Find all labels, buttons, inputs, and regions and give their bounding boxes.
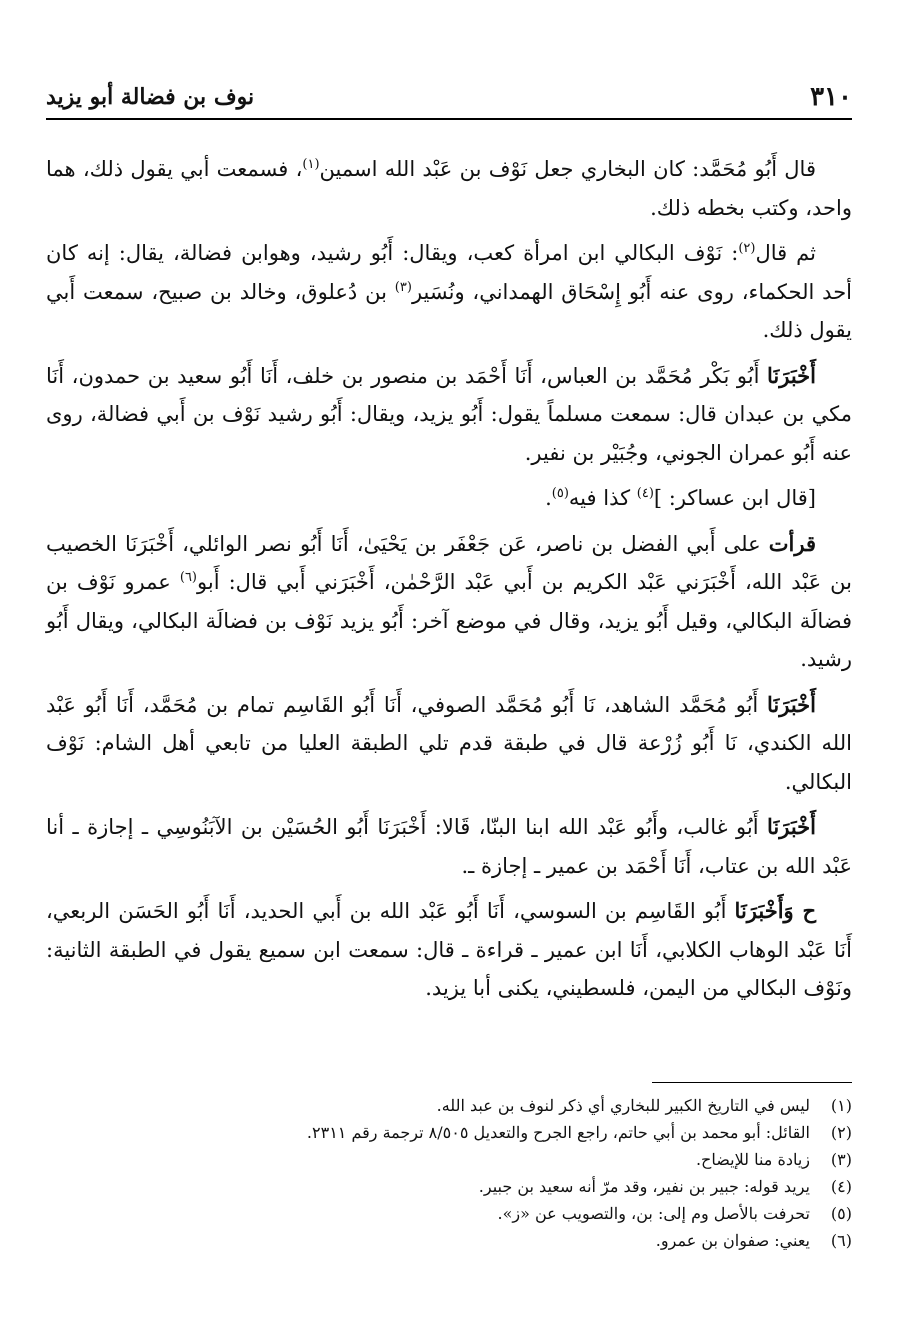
isnad-keyword: أَخْبَرَنَا bbox=[767, 814, 816, 839]
footnote-divider bbox=[652, 1082, 852, 1083]
footnote bbox=[46, 1200, 852, 1227]
running-title: نوف بن فضالة أبو يزيد bbox=[46, 84, 255, 110]
footnote-ref: (٣) bbox=[394, 279, 412, 295]
text-run: [قال ابن عساكر: ] bbox=[653, 486, 816, 510]
isnad-keyword: أَخْبَرَنَا bbox=[767, 362, 816, 388]
paragraph bbox=[46, 150, 852, 227]
text-run: أَبُو مُحَمَّد الشاهد، نَا أَبُو مُحَمَّد الصوفي، أَنَا أَبُو القَاسِم تمام بن مُحَمَّد، أَنَا أَبُو عَبْد الله الكندي، نَا أَبُو زُرْعة قال في طبقة قدم تلي الطبقة العليا من تابعي أهل الشام: نَوْف البكالي. bbox=[46, 692, 852, 794]
paragraph bbox=[46, 525, 852, 679]
footnote-text: القائل: أبو محمد بن أبي حاتم، راجع الجرح والتعديل ٨/٥٠٥ ترجمة رقم ٢٣١١. bbox=[306, 1123, 810, 1142]
footnote-text: يريد قوله: جبير بن نفير، وقد مرّ أنه سعيد بن جبير. bbox=[478, 1177, 810, 1196]
footnote-ref: (٥) bbox=[551, 486, 569, 501]
footnote-ref: (١) bbox=[302, 157, 320, 172]
paragraph bbox=[46, 357, 852, 473]
text-run: بن دُعلوق، وخالد بن صبيح، سمعت أَبي يقول ذلك. bbox=[46, 279, 852, 342]
text-run: أَبُو غالب، وأَبُو عَبْد الله ابنا البنّا، قَالا: أَخْبَرَنَا أَبُو الحُسَيْن بن الآبَنُوسِي ـ إجازة ـ أنا عَبْد الله بن عتاب، أَنَا أَحْمَد بن عمير ـ إجازة ـ. bbox=[46, 815, 852, 878]
footnote-text: ليس في التاريخ الكبير للبخاري أي ذكر لنوف بن عبد الله. bbox=[436, 1096, 810, 1115]
paragraph bbox=[46, 808, 852, 885]
footnote bbox=[46, 1227, 852, 1254]
footnote-marker: (٢) bbox=[830, 1123, 852, 1142]
text-run: أَبُو بَكْر مُحَمَّد بن العباس، أَنَا أَحْمَد بن منصور بن خلف، أَنَا أَبُو سعيد بن حمدون، أَنَا مكي بن عبدان قال: سمعت مسلماً يقول: أَبُو يزيد، ويقال: أَبُو رشيد نَوْف بن أَبي فضالة، روى عنه أَبُو عمران الجوني، وجُبَيْر بن نفير. bbox=[46, 363, 852, 465]
footnote-marker: (٤) bbox=[830, 1177, 852, 1196]
text-run: ، فسمعت أبي يقول ذلك، هما واحد، وكتب بخطه ذلك. bbox=[46, 157, 852, 220]
text-run: . bbox=[545, 486, 552, 510]
footnote-marker: (١) bbox=[830, 1096, 852, 1115]
footnote-marker: (٥) bbox=[830, 1204, 852, 1223]
text-run: أَبُو القَاسِم بن السوسي، أَنَا أَبُو عَبْد الله بن أَبي الحديد، أَنَا أَبُو الحَسَن الربعي، أَنَا عَبْد الوهاب الكلابي، أَنَا ابن عمير ـ قراءة ـ قال: سمعت ابن سميع يقول في الطبقة الثانية: ونَوْف البكالي من اليمن، فلسطيني، يكنى أبا يزيد. bbox=[46, 899, 852, 1000]
paragraph bbox=[46, 479, 852, 518]
main-text bbox=[46, 150, 852, 1015]
isnad-keyword: أَخْبَرَنَا bbox=[767, 691, 816, 717]
footnote-text: تحرفت بالأصل وم إلى: بن، والتصويب عن «ز». bbox=[497, 1204, 810, 1223]
footnote bbox=[46, 1173, 852, 1200]
isnad-keyword: ح وَأَخْبَرَنَا bbox=[734, 898, 816, 923]
footnotes bbox=[46, 1092, 852, 1254]
footnote-ref: (٢) bbox=[738, 241, 756, 256]
text-run: : نَوْف البكالي ابن امرأة كعب، ويقال: أَبُو رشيد، وهوابن فضالة، يقال: إنه كان أحد الحكماء، روى عنه أَبُو إِسْحَاق الهمداني، ونُسَير bbox=[46, 241, 853, 304]
paragraph bbox=[46, 686, 852, 802]
page-header bbox=[46, 78, 852, 120]
footnote-text: زيادة منا للإيضاح. bbox=[695, 1150, 810, 1169]
footnote-marker: (٣) bbox=[830, 1150, 852, 1169]
footnote bbox=[46, 1146, 852, 1173]
footnote-marker: (٦) bbox=[830, 1231, 852, 1250]
paragraph bbox=[46, 892, 852, 1008]
footnote-ref: (٤) bbox=[636, 486, 654, 501]
text-run: عمرو نَوْف بن فضالَة البكالي، وقيل أَبُو يزيد، وقال في موضع آخر: أَبُو يزيد نَوْف بن فضالَة البكالي، ويقال أَبُو رشيد. bbox=[46, 570, 852, 671]
page-number: ٣١٠ bbox=[810, 82, 852, 112]
text-run: ثم قال bbox=[755, 241, 816, 265]
footnote-ref: (٦) bbox=[179, 570, 197, 585]
footnote bbox=[46, 1092, 852, 1119]
isnad-keyword: قرأت bbox=[768, 530, 816, 556]
text-run: كذا فيه bbox=[568, 486, 637, 510]
footnote bbox=[46, 1119, 852, 1146]
text-run: قال أَبُو مُحَمَّد: كان البخاري جعل نَوْف بن عَبْد الله اسمين bbox=[319, 157, 816, 181]
footnote-text: يعني: صفوان بن عمرو. bbox=[655, 1231, 810, 1250]
paragraph bbox=[46, 234, 852, 350]
text-run: على أَبي الفضل بن ناصر، عَن جَعْفَر بن يَحْيَىٰ، أَنَا أَبُو نصر الوائلي، أَخْبَرَنَا الخصيب بن عَبْد الله، أَخْبَرَني عَبْد الكريم بن أَبي عَبْد الرَّحْمٰن، أَخْبَرَني أَبي قال: أَبو bbox=[46, 531, 853, 594]
